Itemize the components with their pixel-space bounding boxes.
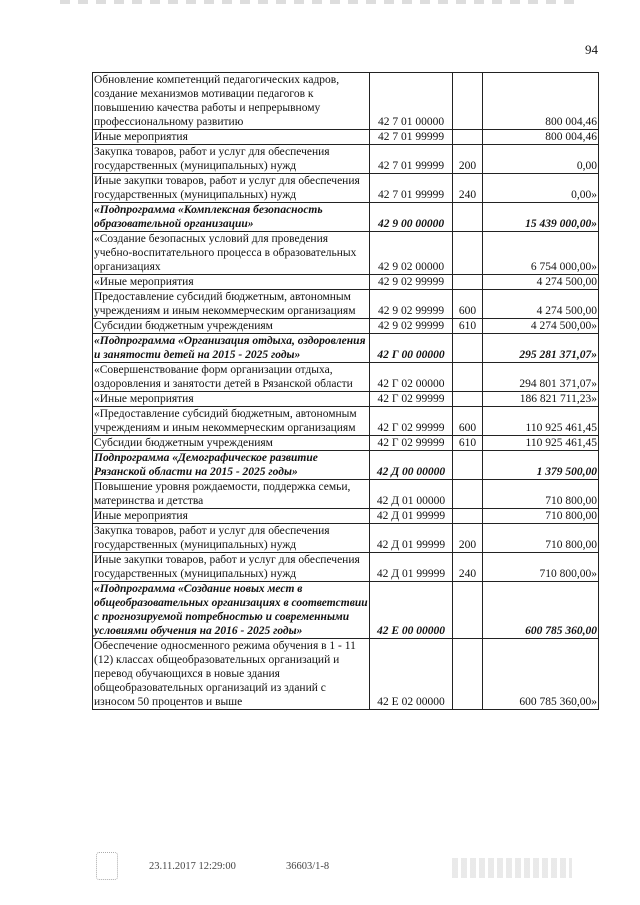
table-row — [93, 130, 599, 145]
row-type-cell: 200 — [453, 145, 483, 174]
row-type-cell — [453, 334, 483, 363]
row-code-cell: 42 9 02 99999 — [370, 319, 453, 334]
table-row — [93, 509, 599, 524]
row-name-cell: Закупка товаров, работ и услуг для обеспечения государственных (муниципальных) нужд — [93, 145, 370, 174]
row-name-cell: Субсидии бюджетным учреждениям — [93, 436, 370, 451]
table-row — [93, 639, 599, 710]
row-name-cell: Иные мероприятия — [93, 130, 370, 145]
row-name-cell: «Предоставление субсидий бюджетным, автономным учреждениям и иным некоммерческим организациям — [93, 407, 370, 436]
row-type-cell — [453, 232, 483, 275]
row-code-cell: 42 Г 02 99999 — [370, 436, 453, 451]
row-name-cell: «Создание безопасных условий для проведения учебно-воспитательного процесса в образовательных организациях — [93, 232, 370, 275]
row-type-cell: 240 — [453, 174, 483, 203]
table-row — [93, 275, 599, 290]
row-sum-cell: 15 439 000,00» — [483, 203, 599, 232]
row-type-cell: 240 — [453, 553, 483, 582]
table-row — [93, 524, 599, 553]
table-row — [93, 436, 599, 451]
row-code-cell: 42 Д 01 99999 — [370, 509, 453, 524]
row-name-cell: Иные закупки товаров, работ и услуг для обеспечения государственных (муниципальных) нужд — [93, 553, 370, 582]
row-name-cell: Повышение уровня рождаемости, поддержка семьи, материнства и детства — [93, 480, 370, 509]
row-code-cell: 42 Д 00 00000 — [370, 451, 453, 480]
row-sum-cell: 294 801 371,07» — [483, 363, 599, 392]
table-row — [93, 451, 599, 480]
table-row — [93, 319, 599, 334]
row-sum-cell: 0,00 — [483, 145, 599, 174]
row-code-cell: 42 Д 01 00000 — [370, 480, 453, 509]
row-name-cell: Предоставление субсидий бюджетным, автономным учреждениям и иным некоммерческим организациям — [93, 290, 370, 319]
row-code-cell: 42 Е 00 00000 — [370, 582, 453, 639]
table-row — [93, 363, 599, 392]
table-row — [93, 145, 599, 174]
row-code-cell: 42 7 01 99999 — [370, 130, 453, 145]
row-type-cell: 610 — [453, 319, 483, 334]
row-sum-cell: 6 754 000,00» — [483, 232, 599, 275]
row-sum-cell: 710 800,00 — [483, 480, 599, 509]
row-name-cell: «Иные мероприятия — [93, 275, 370, 290]
row-name-cell: Иные закупки товаров, работ и услуг для обеспечения государственных (муниципальных) нужд — [93, 174, 370, 203]
row-sum-cell: 600 785 360,00» — [483, 639, 599, 710]
row-name-cell: «Подпрограмма «Организация отдыха, оздоровления и занятости детей на 2015 - 2025 годы» — [93, 334, 370, 363]
row-type-cell — [453, 130, 483, 145]
table-row — [93, 290, 599, 319]
row-type-cell — [453, 392, 483, 407]
row-code-cell: 42 Д 01 99999 — [370, 553, 453, 582]
row-name-cell: Иные мероприятия — [93, 509, 370, 524]
row-code-cell: 42 Г 02 99999 — [370, 407, 453, 436]
row-type-cell: 600 — [453, 407, 483, 436]
row-code-cell: 42 Д 01 99999 — [370, 524, 453, 553]
row-sum-cell: 800 004,46 — [483, 130, 599, 145]
row-sum-cell: 4 274 500,00» — [483, 319, 599, 334]
row-name-cell: «Совершенствование форм организации отдыха, оздоровления и занятости детей в Рязанской области — [93, 363, 370, 392]
row-type-cell: 600 — [453, 290, 483, 319]
row-code-cell: 42 Г 00 00000 — [370, 334, 453, 363]
row-code-cell: 42 9 02 00000 — [370, 232, 453, 275]
row-sum-cell: 710 800,00 — [483, 509, 599, 524]
row-code-cell: 42 7 01 99999 — [370, 145, 453, 174]
row-type-cell — [453, 451, 483, 480]
table-row — [93, 232, 599, 275]
table-row — [93, 73, 599, 130]
row-sum-cell: 4 274 500,00 — [483, 275, 599, 290]
faded-watermark — [452, 858, 572, 878]
row-code-cell: 42 Г 02 00000 — [370, 363, 453, 392]
table-row — [93, 203, 599, 232]
table-row — [93, 174, 599, 203]
row-code-cell: 42 7 01 99999 — [370, 174, 453, 203]
row-name-cell: «Подпрограмма «Создание новых мест в общеобразовательных организациях в соответствии с прогнозируемой потребностью и современными условиями обучения на 2016 - 2025 годы» — [94, 583, 368, 637]
row-sum-cell: 295 281 371,07» — [483, 334, 599, 363]
row-name-cell: Субсидии бюджетным учреждениям — [93, 319, 370, 334]
row-code-cell: 42 Е 02 00000 — [370, 639, 453, 710]
table-row — [93, 582, 599, 639]
table-row — [93, 407, 599, 436]
row-type-cell — [453, 363, 483, 392]
row-type-cell: 200 — [453, 524, 483, 553]
stamp-mark — [96, 852, 118, 880]
row-type-cell — [453, 73, 483, 130]
table-row — [93, 553, 599, 582]
row-type-cell: 610 — [453, 436, 483, 451]
row-name-cell: Обновление компетенций педагогических кадров, создание механизмов мотивации педагогов к повышению качества работы и непрерывному профессиональному развитию — [93, 73, 370, 130]
budget-table-body — [93, 73, 599, 710]
row-type-cell — [453, 275, 483, 290]
row-sum-cell: 600 785 360,00 — [483, 582, 599, 639]
row-type-cell — [453, 509, 483, 524]
budget-table — [92, 72, 599, 710]
row-name-cell: «Подпрограмма «Комплексная безопасность образовательной организации» — [93, 203, 370, 232]
row-code-cell: 42 7 01 00000 — [370, 73, 453, 130]
row-sum-cell: 710 800,00 — [483, 524, 599, 553]
table-row — [93, 480, 599, 509]
row-name-cell: Обеспечение односменного режима обучения в 1 - 11 (12) классах общеобразовательных организаций и перевод обучающихся в новые здания общеобразовательных организаций из зданий с износом 50 процентов и выше — [93, 639, 370, 710]
table-row — [93, 392, 599, 407]
row-name-cell: «Иные мероприятия — [93, 392, 370, 407]
row-code-cell: 42 9 00 00000 — [370, 203, 453, 232]
row-code-cell: 42 9 02 99999 — [370, 290, 453, 319]
row-sum-cell: 1 379 500,00 — [483, 451, 599, 480]
footer-doc-number: 36603/1-8 — [286, 861, 330, 872]
row-name-cell: Закупка товаров, работ и услуг для обеспечения государственных (муниципальных) нужд — [93, 524, 370, 553]
row-type-cell — [453, 582, 483, 639]
scan-edge-artifact — [60, 0, 580, 4]
row-type-cell — [453, 639, 483, 710]
row-sum-cell: 710 800,00» — [483, 553, 599, 582]
row-type-cell — [453, 203, 483, 232]
row-sum-cell: 110 925 461,45 — [483, 436, 599, 451]
row-sum-cell: 0,00» — [483, 174, 599, 203]
row-sum-cell: 4 274 500,00 — [483, 290, 599, 319]
row-code-cell: 42 9 02 99999 — [370, 275, 453, 290]
row-sum-cell: 186 821 711,23» — [483, 392, 599, 407]
row-sum-cell: 800 004,46 — [483, 73, 599, 130]
row-code-cell: 42 Г 02 99999 — [370, 392, 453, 407]
row-sum-cell: 110 925 461,45 — [483, 407, 599, 436]
footer-date: 23.11.2017 12:29:00 — [149, 861, 236, 872]
page-number: 94 — [585, 42, 598, 57]
row-type-cell — [453, 480, 483, 509]
row-name-cell: Подпрограмма «Демографическое развитие Рязанской области на 2015 - 2025 годы» — [93, 451, 370, 480]
table-row — [93, 334, 599, 363]
